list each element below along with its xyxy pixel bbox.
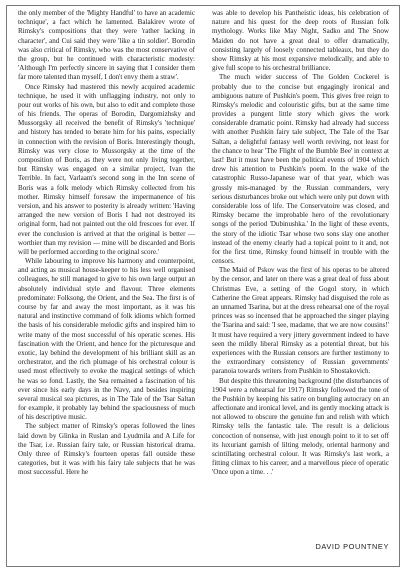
author-signature: DAVID POUNTNEY: [315, 542, 389, 551]
paragraph: While labouring to improve his harmony and counterpoint, and acting as musical house-keeper to his less well organised colleagues, he still managed to give to his own large output an absolutely individual style and flavour. Three elements predominate: Folksong, the Orient, and the Sea. The first is of course by far and away the most important, as it was his natural and instinctive command of folk idioms which formed the basis of his considerable melodic gifts and inspired him to write many of the most successful of his operatic scenes. His fascination with the Orient, and hence for the picturesque and exotic, lay behind the development of his brilliant skill as an orchestrator, and the rich plumage of his orchestral colour is used most effectively to evoke the magical settings of which he was so fond. Lastly, the Sea remained a fascination of his ever since his early days in the Navy, and besides inspiring several musical sea pictures, as in The Tale of the Tsar Saltan for example, it probably lay behind the spaciousness of much of his descriptive music.: [18, 257, 195, 422]
paragraph: The much wider success of The Golden Cockerel is probably due to the concise but engagingly ironical and ambiguous nature of Pushkin's poem. This gives free reign to Rimsky's melodic and colouristic gifts, but at the same time provides a pungent little story which gives the work considerable dramatic point. Rimsky had already had success with another Pushkin fairy tale subject, The Tale of the Tsar Saltan, a delightful fantasy well worth reviving, not least for the chance to hear 'The Flight of the Bumble Bee' in context at last! But it must have been the political events of 1904 which drew his attention to Pushkin's poem. In the wake of the catastrophic Russo-Japanese war of that year, which was grossly mis-managed by the Russian commanders, very serious disturbances broke out which were only put down with considerable loss of life. The Conservatoire was closed, and Rimsky became the improbable hero of the revolutionary songs of the period 'Dubinushka.' In the light of these events, the story of the idiotic Tsar whose two sons slay one another instead of the enemy clearly had a topical point to it and, not for the first time, Rimsky found himself in trouble with the censors.: [212, 73, 389, 266]
paragraph: Once Rimsky had mastered this newly acquired academic technique, he used it with unflagging industry, not only to pour out works of his own, but also to edit and complete those of his friends. The operas of Borodin, Dargomizhsky and Mussorgsky all received the benefit of Rimsky's 'technique' and history has tended to berate him for his pains, especially in connection with the revision of Boris. Interestingly though, Rimsky was very close to Mussorgsky at the time of the composition of Boris, as they were not only living together, but Rimsky was engaged on a similar project, Ivan the Terrible. In fact, Varlaam's second song in the Inn scene of Boris was a folk melody which Rimsky collected from his mother. Rimsky himself foresaw the impermanence of his version, and his answer to posterity is already written: 'Having arranged the new version of Boris I had not destroyed its original form, had not painted out the old frescoes for ever. If ever the conclusion is arrived at that the original is better — worthier than my revision — mine will be discarded and Boris will be performed according to the original score.': [18, 82, 195, 256]
paragraph: was able to develop his Pantheistic ideas, his celebration of nature and his quest for the deep roots of Russian folk mythology. Works like May Night, Sadko and The Snow Maiden do not have a great deal to offer dramatically, consisting largely of loosely connected tableaux, but they do show Rimsky at his most expansive melodically, and able to give full scope to his orchestral brilliance.: [212, 9, 389, 73]
paragraph: But despite this threatening background (the disturbances of 1904 were a rehearsal for 1917) Rimsky followed the tone of the Pushkin by keeping his satire on bungling autocracy on an affectionate and ironical level, and its gently mocking attack is not allowed to obscure the genuine fun and relish with which Rimsky tells the fantastic tale. The result is a delicious concoction of nonsense, with just enough point to it to set off its luxuriant garnish of lilting melody, oriental harmony and scintillating orchestral colour. It was Rimsky's last work, a fitting climax to his career, and a marvellous piece of operatic 'Once upon a time. . .': [212, 376, 389, 477]
paragraph: the only member of the 'Mighty Handful' to have an academic technique', a fact which he lamented. Balakirev wrote of Rimsky's compositions that they were 'rather lacking in character', and Cui said they were 'like a tin soldier'. Borodin was also critical of Rimsky, who was the most conservative of the group, but he continued with characteristic modesty: 'Although I'm perfectly sincere in saying that I consider them far more talented than myself, I don't envy them a straw'.: [18, 9, 195, 82]
right-column: [212, 9, 389, 478]
paragraph: The subject matter of Rimsky's operas followed the lines laid down by Glinka in Ruslan and Lyudmila and A Life for the Tsar, i.e. Russian fairy tale, or Russian historical drama. Only three of Rimsky's fourteen operas fall outside these categories, but it was with his fairy tale subjects that he was most successful. Here he: [18, 422, 195, 477]
left-column: [18, 9, 195, 478]
paragraph: The Maid of Pskov was the first of his operas to be altered by the censor, and later on there was a great deal of fuss about Christmas Eve, a setting of the Gogol story, in which Catherine the Great appears. Rimsky had disguised the role as an unnamed Tsarina, but at the dress rehearsal one of the royal princes was so incensed that he approached the singer playing the Tsarina and said: 'I see, madame, that we are now cousins!' It must have required a very jittery government indeed to have seen the mildly liberal Rimsky as a potential threat, but his experiences with the Russian censors are further testimony to the extraordinary consistency of Russian governments' paranoia towards writers from Pushkin to Shostakovich.: [212, 266, 389, 376]
